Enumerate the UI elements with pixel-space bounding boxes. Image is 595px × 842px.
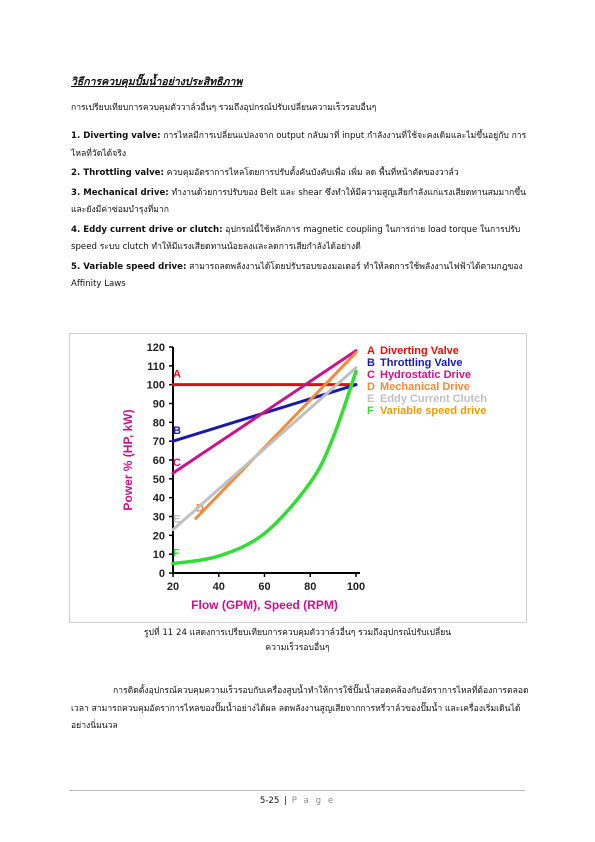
page-label: P a g e	[291, 796, 336, 806]
series-line-f	[173, 368, 356, 563]
item-label: 4. Eddy current drive or clutch:	[71, 224, 223, 235]
power-vs-flow-chart	[70, 334, 526, 622]
x-tick-label: 20	[166, 581, 180, 593]
y-tick-label: 80	[152, 417, 165, 430]
footer-separator: |	[284, 796, 288, 806]
list-item	[71, 128, 531, 163]
y-tick-label: 50	[152, 473, 165, 486]
y-tick-label: 60	[152, 455, 165, 467]
page-title: วิธีการควบคุมปั๊มน้ำอย่างประสิทธิภาพ	[71, 76, 243, 88]
item-text: ควบคุมอัตราการไหลโดยการปรับตั้งคันบังคับเพื่อ เพิ่ม ลด พื้นที่หน้าตัดของวาล์ว	[163, 168, 459, 178]
legend-label-d: Mechanical Drive	[380, 381, 470, 393]
legend-label-c: Hydrostatic Drive	[380, 369, 472, 381]
list-item	[71, 185, 531, 220]
item-label: 5. Variable speed drive:	[71, 261, 187, 272]
figure	[69, 333, 527, 623]
legend-letter-b: B	[367, 357, 375, 369]
caption-line-1: รูปที่ 11 24 แสดงการเปรียบเทียบการควบคุมตัววาล์วอื่นๆ รวมถึงอุปกรณ์ปรับเปลี่ยน	[143, 628, 452, 638]
series-marker-b: B	[173, 425, 181, 438]
page-number: 5-25	[259, 796, 280, 806]
y-tick-label: 90	[152, 398, 165, 411]
item-text: อุปกรณ์นี้ใช้หลักการ magnetic coupling ในการถ่าย load torque ในการปรับ speed ระบบ clutch ทำให้มีแรงเสียดทานน้อยลงและลดการเสียกำลังได้อย่างดี	[71, 224, 521, 252]
item-text: การไหลมีการเปลี่ยนแปลงจาก output กลับมาที่ input กำลังงานที่ใช้จะคงเดิมและไม่ขึ้นอยู่กับ การไหลที่วัดได้จริง	[71, 131, 527, 159]
series-marker-e: E	[173, 513, 181, 526]
legend-letter-d: D	[367, 381, 375, 393]
series-marker-f: F	[173, 547, 180, 560]
legend-letter-c: C	[367, 369, 375, 381]
legend-letter-a: A	[367, 345, 375, 357]
y-tick-label: 110	[147, 360, 165, 373]
x-tick-label: 80	[304, 581, 317, 593]
x-tick-label: 100	[346, 581, 366, 593]
caption-line-2: ความเร็วรอบอื่นๆ	[265, 643, 330, 653]
list-item	[71, 259, 531, 294]
y-axis-label: Power % (HP, kW)	[121, 409, 135, 511]
series-marker-c: C	[173, 457, 181, 470]
y-tick-label: 0	[158, 568, 165, 580]
series-marker-a: A	[173, 368, 181, 381]
item-label: 2. Throttling valve:	[71, 168, 164, 178]
list-item	[71, 165, 531, 183]
item-text: สามารถลดพลังงานได้โดยปรับรอบของมอเตอร์ ทำให้ลดการใช้พลังงานไฟฟ้าได้ตามกฎของ Affinity Laws	[71, 261, 523, 289]
series-marker-d: D	[195, 502, 204, 515]
legend-label-b: Throttling Valve	[380, 357, 463, 369]
y-tick-label: 30	[152, 511, 165, 524]
series-line-c	[173, 351, 356, 473]
x-axis-label: Flow (GPM), Speed (RPM)	[191, 598, 338, 612]
y-tick-label: 70	[152, 436, 165, 449]
item-label: 3. Mechanical drive:	[71, 187, 169, 198]
legend-letter-e: E	[367, 393, 375, 405]
y-tick-label: 20	[152, 530, 165, 543]
item-text: ทำงานด้วยการปรับของ Belt และ shear ซึ่งทำให้มีความสูญเสียกำลังแก่แรงเสียดทานสมมากขึ้นและยังมีค่าซ่อมบำรุงที่มาก	[71, 187, 526, 215]
intro-text: การเปรียบเทียบการควบคุมตัววาล์วอื่นๆ รวมถึงอุปกรณ์ปรับเปลี่ยนความเร็วรอบอื่นๆ	[71, 103, 377, 113]
y-tick-label: 120	[146, 342, 165, 354]
series-line-d	[196, 353, 356, 519]
x-tick-label: 40	[212, 581, 225, 593]
x-tick-label: 60	[258, 581, 271, 593]
page-footer	[0, 796, 595, 806]
y-tick-label: 10	[152, 549, 165, 562]
y-tick-label: 100	[146, 379, 165, 392]
legend-label-f: Variable speed drive	[380, 405, 487, 417]
item-label: 1. Diverting valve:	[71, 131, 161, 141]
legend-label-a: Diverting Valve	[380, 345, 459, 357]
list-item	[71, 222, 531, 257]
control-method-list	[71, 128, 531, 296]
legend-label-e: Eddy Current Clutch	[380, 393, 487, 405]
y-tick-label: 40	[152, 492, 165, 505]
figure-caption	[100, 626, 495, 656]
body-paragraph: การติดตั้งอุปกรณ์ควบคุมความเร็วรอบกับเครื่องสูบน้ำทำให้การใช้ปั๊มน้ำสอดคล้องกับอัตราการไหลที่ต้องการตลอดเวลา สามารถควบคุมอัตราการไหลของปั๊มน้ำอย่างได้ผล ลดพลังงานสูญเสียจากการหรี่วาล์วของปั๊มน้ำ และเครื่องเริ่มเดินได้อย่างนิ่มนวล	[71, 686, 529, 731]
legend-letter-f: F	[367, 405, 374, 417]
footer-divider	[69, 790, 525, 791]
